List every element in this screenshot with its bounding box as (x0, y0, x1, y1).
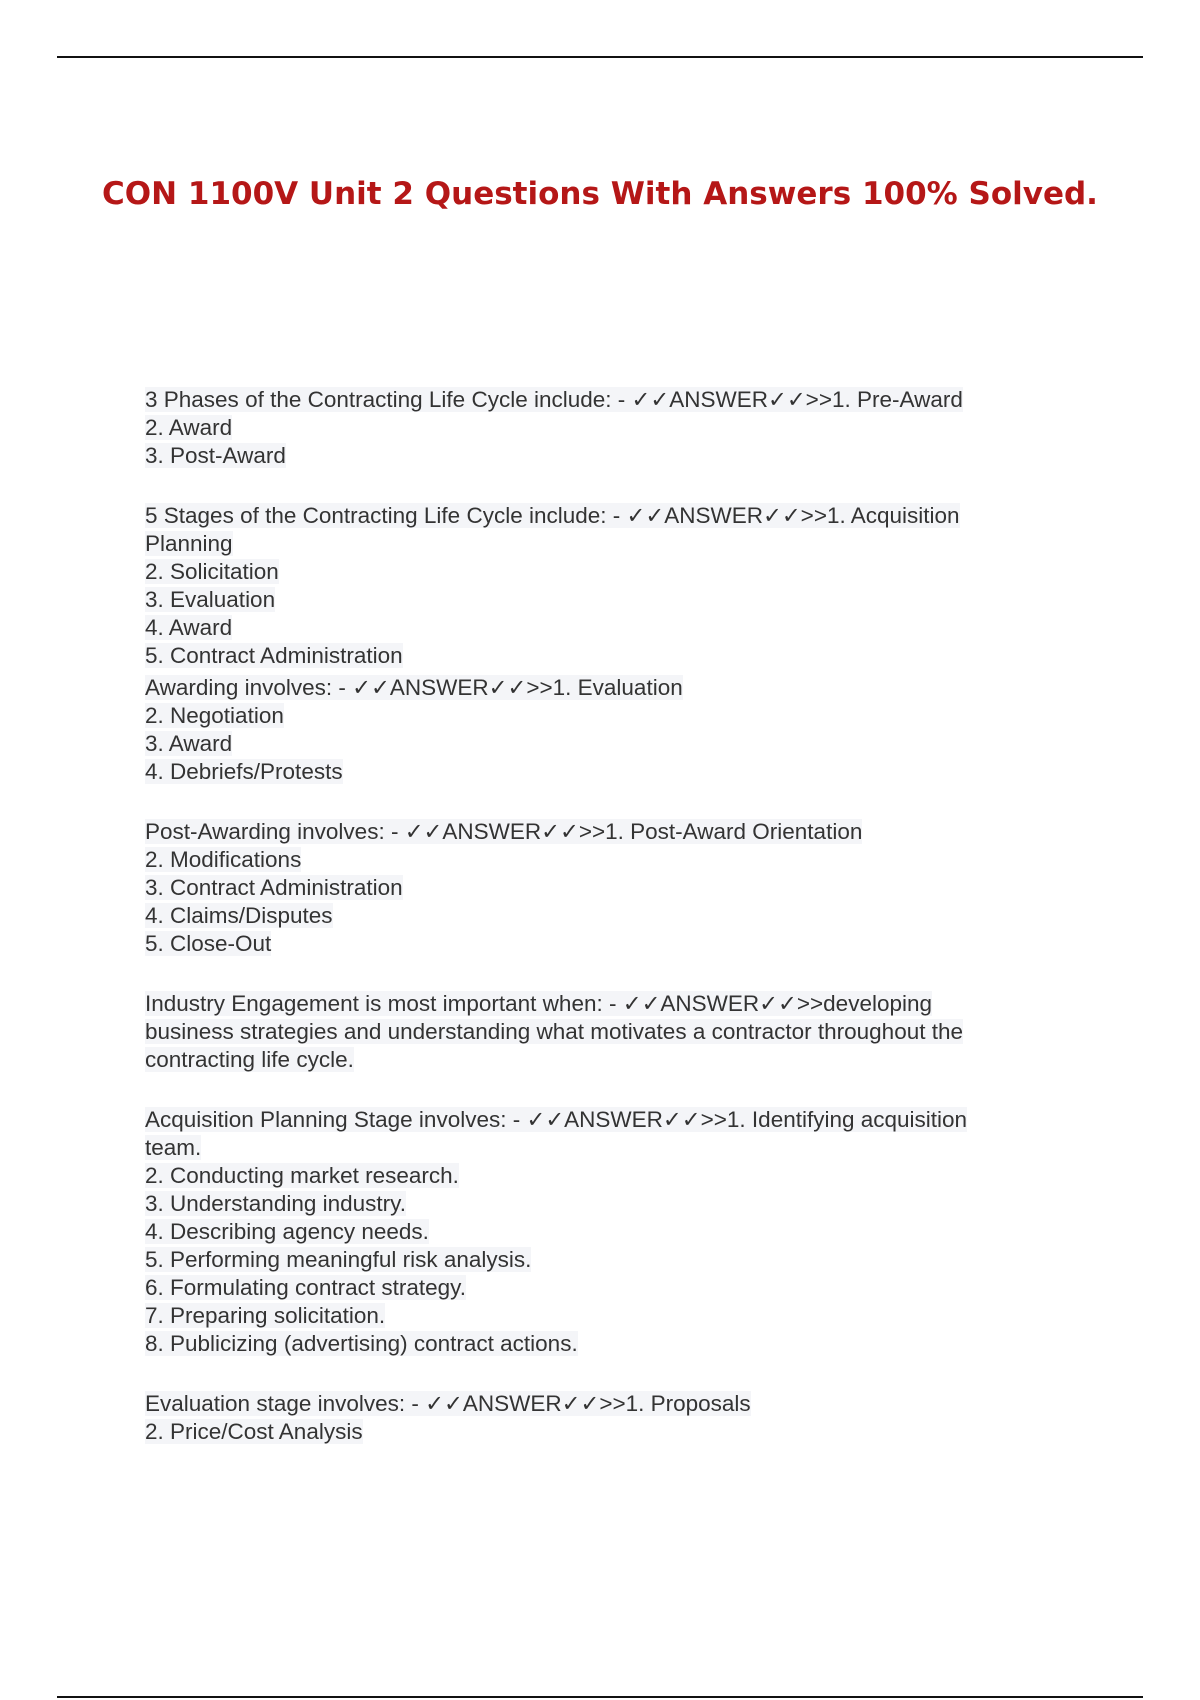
qa-line: Acquisition Planning Stage involves: - ✓✓ANSWER✓✓>>1. Identifying acquisition (145, 1107, 968, 1132)
qa-line: 2. Price/Cost Analysis (145, 1419, 363, 1444)
qa-line: 2. Solicitation (145, 559, 279, 584)
qa-line: business strategies and understanding what motivates a contractor throughout the (145, 1019, 963, 1044)
qa-line: 3. Post-Award (145, 443, 286, 468)
footer-rule (57, 1696, 1143, 1698)
qa-line: 3 Phases of the Contracting Life Cycle include: - ✓✓ANSWER✓✓>>1. Pre-Award (145, 387, 963, 412)
qa-line: 2. Negotiation (145, 703, 284, 728)
qa-line: 5 Stages of the Contracting Life Cycle include: - ✓✓ANSWER✓✓>>1. Acquisition (145, 503, 960, 528)
document-title: CON 1100V Unit 2 Questions With Answers 100% Solved. (102, 176, 1098, 212)
qa-line: team. (145, 1135, 202, 1160)
qa-item (145, 818, 1035, 958)
qa-line: 5. Performing meaningful risk analysis. (145, 1247, 532, 1272)
qa-list (145, 386, 1035, 1446)
qa-line: 3. Understanding industry. (145, 1191, 406, 1216)
qa-line: 4. Claims/Disputes (145, 903, 333, 928)
qa-line: 5. Close-Out (145, 931, 272, 956)
qa-line: 2. Conducting market research. (145, 1163, 459, 1188)
qa-line: Post-Awarding involves: - ✓✓ANSWER✓✓>>1. Post-Award Orientation (145, 819, 863, 844)
qa-line: 3. Contract Administration (145, 875, 403, 900)
qa-line: 2. Modifications (145, 847, 302, 872)
qa-item (145, 1106, 1035, 1358)
qa-line: 3. Evaluation (145, 587, 276, 612)
qa-item (145, 502, 1035, 670)
qa-line: 4. Debriefs/Protests (145, 759, 343, 784)
qa-item (145, 1390, 1035, 1446)
qa-line: Evaluation stage involves: - ✓✓ANSWER✓✓>>1. Proposals (145, 1391, 751, 1416)
qa-line: contracting life cycle. (145, 1047, 354, 1072)
qa-item (145, 386, 1035, 470)
qa-line: 4. Describing agency needs. (145, 1219, 429, 1244)
qa-line: 6. Formulating contract strategy. (145, 1275, 466, 1300)
qa-item (145, 990, 1035, 1074)
qa-item (145, 674, 1035, 786)
qa-line: Awarding involves: - ✓✓ANSWER✓✓>>1. Evaluation (145, 675, 683, 700)
qa-line: Industry Engagement is most important when: - ✓✓ANSWER✓✓>>developing (145, 991, 933, 1016)
qa-line: 3. Award (145, 731, 233, 756)
qa-line: Planning (145, 531, 233, 556)
qa-line: 4. Award (145, 615, 233, 640)
qa-line: 2. Award (145, 415, 233, 440)
header-rule (57, 56, 1143, 58)
qa-line: 7. Preparing solicitation. (145, 1303, 386, 1328)
qa-line: 5. Contract Administration (145, 643, 403, 668)
qa-line: 8. Publicizing (advertising) contract actions. (145, 1331, 578, 1356)
